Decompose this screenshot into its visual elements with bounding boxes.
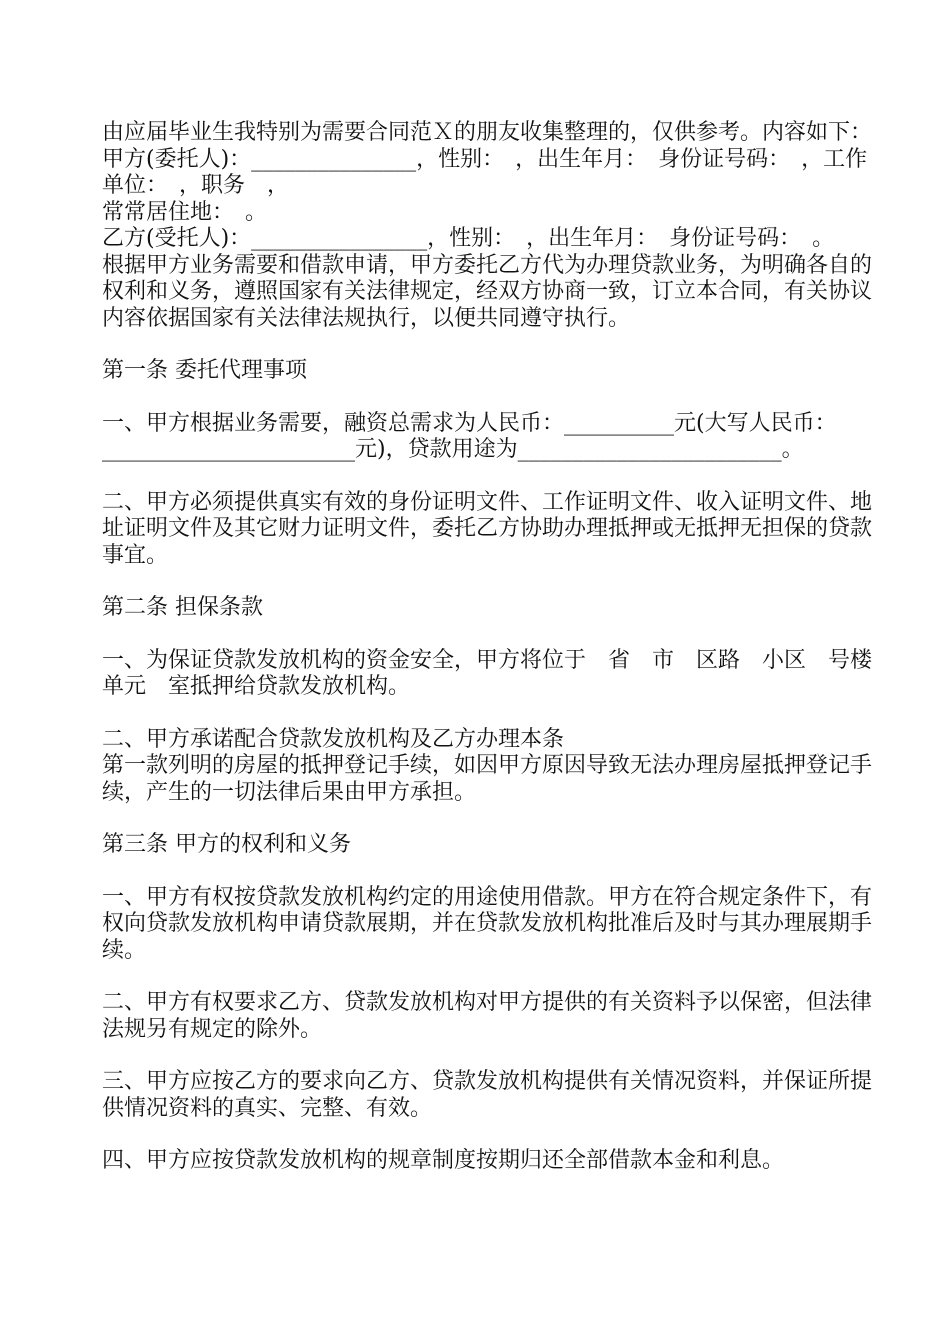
article-3-title: 第三条 甲方的权利和义务 [102, 832, 351, 857]
article-3-item-4: 四、甲方应按贷款发放机构的规章制度按期归还全部借款本金和利息。 [102, 1148, 785, 1173]
article-3-item-1: 一、甲方有权按贷款发放机构约定的用途使用借款。甲方在符合规定条件下，有权向贷款发放机构申请贷款展期，并在贷款发放机构批准后及时与其办理展期手续。 [102, 884, 873, 963]
preamble-paragraph: 根据甲方业务需要和借款申请，甲方委托乙方代为办理贷款业务，为明确各自的权利和义务，遵照国家有关法律规定，经双方协商一致，订立本合同，有关协议内容依据国家有关法律法规执行，以便共同遵守执行。 [102, 252, 873, 331]
article-1-item-2: 二、甲方必须提供真实有效的身份证明文件、工作证明文件、收入证明文件、地址证明文件及其它财力证明文件，委托乙方协助办理抵押或无抵押无担保的贷款事宜。 [102, 489, 873, 568]
party-b-info: 乙方(受托人)：________________，性别： ，出生年月： 身份证号码： 。 [102, 226, 835, 251]
article-2-item-2-first-line: 二、甲方承诺配合贷款发放机构及乙方办理本条 [102, 726, 565, 752]
document-body [102, 120, 895, 1175]
article-3-item-3: 三、甲方应按乙方的要求向乙方、贷款发放机构提供有关情况资料，并保证所提供情况资料的真实、完整、有效。 [102, 1069, 873, 1121]
party-a-info: 甲方(委托人)：_______________，性别： ，出生年月： 身份证号码： ，工作单位： ，职务 ， [102, 146, 868, 198]
article-2-item-2-rest: 第一款列明的房屋的抵押登记手续，如因甲方原因导致无法办理房屋抵押登记手续，产生的一切法律后果由甲方承担。 [102, 753, 873, 805]
article-2-title: 第二条 担保条款 [102, 595, 263, 620]
party-a-address: 常常居住地： 。 [102, 199, 268, 225]
article-2-item-1: 一、为保证贷款发放机构的资金安全，甲方将位于 省 市 区路 小区 号楼 单元 室抵押给贷款发放机构。 [102, 647, 895, 699]
article-1-item-1: 一、甲方根据业务需要，融资总需求为人民币：__________元(大写人民币：_______________________元)，贷款用途为________________________。 [102, 410, 837, 462]
intro-paragraph: 由应届毕业生我特别为需要合同范Ｘ的朋友收集整理的，仅供参考。内容如下： [102, 120, 873, 145]
article-3-item-2: 二、甲方有权要求乙方、贷款发放机构对甲方提供的有关资料予以保密，但法律法规另有规定的除外。 [102, 990, 873, 1042]
article-1-title: 第一条 委托代理事项 [102, 358, 307, 383]
